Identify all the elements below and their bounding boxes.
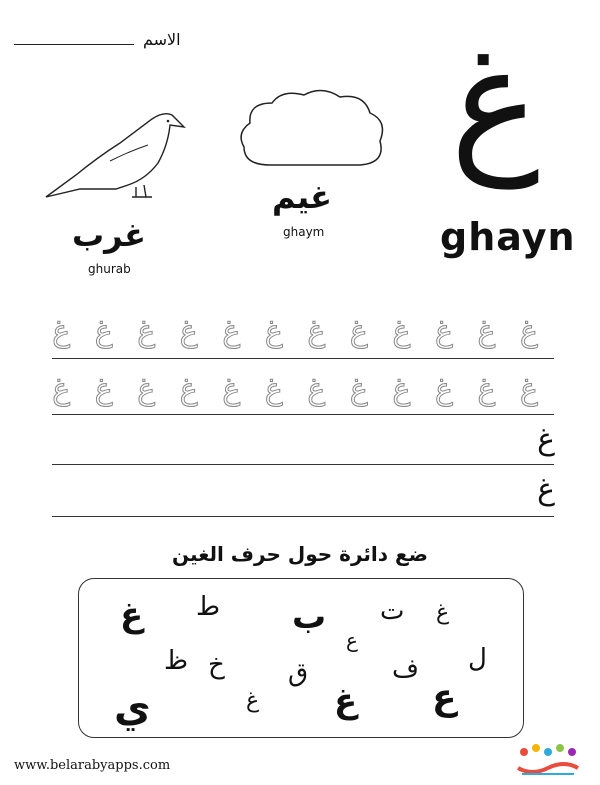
trace-letter[interactable]: غ (520, 314, 538, 349)
trace-letter[interactable]: غ (307, 314, 326, 349)
trace-letter[interactable]: غ (137, 372, 156, 407)
trace-letter[interactable]: غ (264, 314, 283, 349)
letter-item[interactable]: غ (246, 688, 260, 713)
cloud-icon (230, 85, 390, 180)
trace-letter[interactable]: غ (434, 314, 453, 349)
ruled-line[interactable] (52, 464, 554, 465)
trace-letter[interactable]: غ (349, 314, 368, 349)
trace-row-2 (40, 366, 550, 414)
trace-letter[interactable]: غ (52, 314, 71, 349)
trace-letter[interactable]: غ (477, 372, 496, 407)
word-ghaym: غيم (272, 178, 333, 216)
instruction: ضع دائرة حول حرف الغين (172, 542, 428, 566)
letter-item[interactable]: ظ (164, 646, 189, 676)
model-letter: غ (537, 422, 555, 457)
letter-item[interactable]: ب (292, 597, 327, 637)
belaraby-logo (512, 742, 584, 780)
letter-item[interactable]: ع (432, 677, 457, 718)
trace-letter[interactable]: غ (349, 372, 368, 407)
trace-letter[interactable]: غ (94, 372, 113, 407)
footer-url[interactable]: www.belarabyapps.com (14, 758, 171, 773)
trace-letter[interactable]: غ (520, 372, 538, 407)
letter-item[interactable]: غ (120, 595, 144, 635)
letter-item[interactable]: ط (196, 592, 221, 622)
trace-letter[interactable]: غ (307, 372, 326, 407)
main-letter: غ (450, 15, 540, 189)
letter-item[interactable]: ع (346, 628, 358, 652)
letter-name: ghayn (440, 215, 576, 259)
trace-letter[interactable]: غ (392, 314, 411, 349)
trace-letter[interactable]: غ (52, 372, 71, 407)
trace-letter[interactable]: غ (222, 314, 241, 349)
ruled-line[interactable] (52, 516, 554, 517)
trace-letter[interactable]: غ (392, 372, 411, 407)
trace-letter[interactable]: غ (179, 372, 198, 407)
letter-item[interactable]: غ (436, 600, 450, 625)
trace-letter[interactable]: غ (137, 314, 156, 349)
trace-letter[interactable]: غ (477, 314, 496, 349)
model-letter: غ (537, 472, 555, 507)
translit-ghurab: ghurab (88, 262, 131, 276)
ruled-line (52, 414, 554, 415)
translit-ghaym: ghaym (283, 225, 325, 239)
trace-letter[interactable]: غ (94, 314, 113, 349)
letter-item[interactable]: ت (380, 596, 405, 626)
ruled-line (52, 358, 554, 359)
trace-letter[interactable]: غ (222, 372, 241, 407)
word-ghurab: غرب (72, 216, 146, 254)
name-label: الاسم (143, 30, 181, 49)
letter-item[interactable]: ف (392, 654, 419, 684)
crow-icon (40, 105, 190, 205)
name-line[interactable] (14, 44, 134, 45)
trace-letter[interactable]: غ (434, 372, 453, 407)
letter-item[interactable]: ل (468, 644, 487, 674)
letter-item[interactable]: غ (334, 681, 358, 721)
trace-row-1 (40, 308, 550, 356)
letter-item[interactable]: ق (288, 658, 309, 688)
trace-letter[interactable]: غ (179, 314, 198, 349)
trace-letter[interactable]: غ (264, 372, 283, 407)
letter-item[interactable]: خ (208, 650, 225, 680)
letter-item[interactable]: ي (114, 685, 151, 731)
